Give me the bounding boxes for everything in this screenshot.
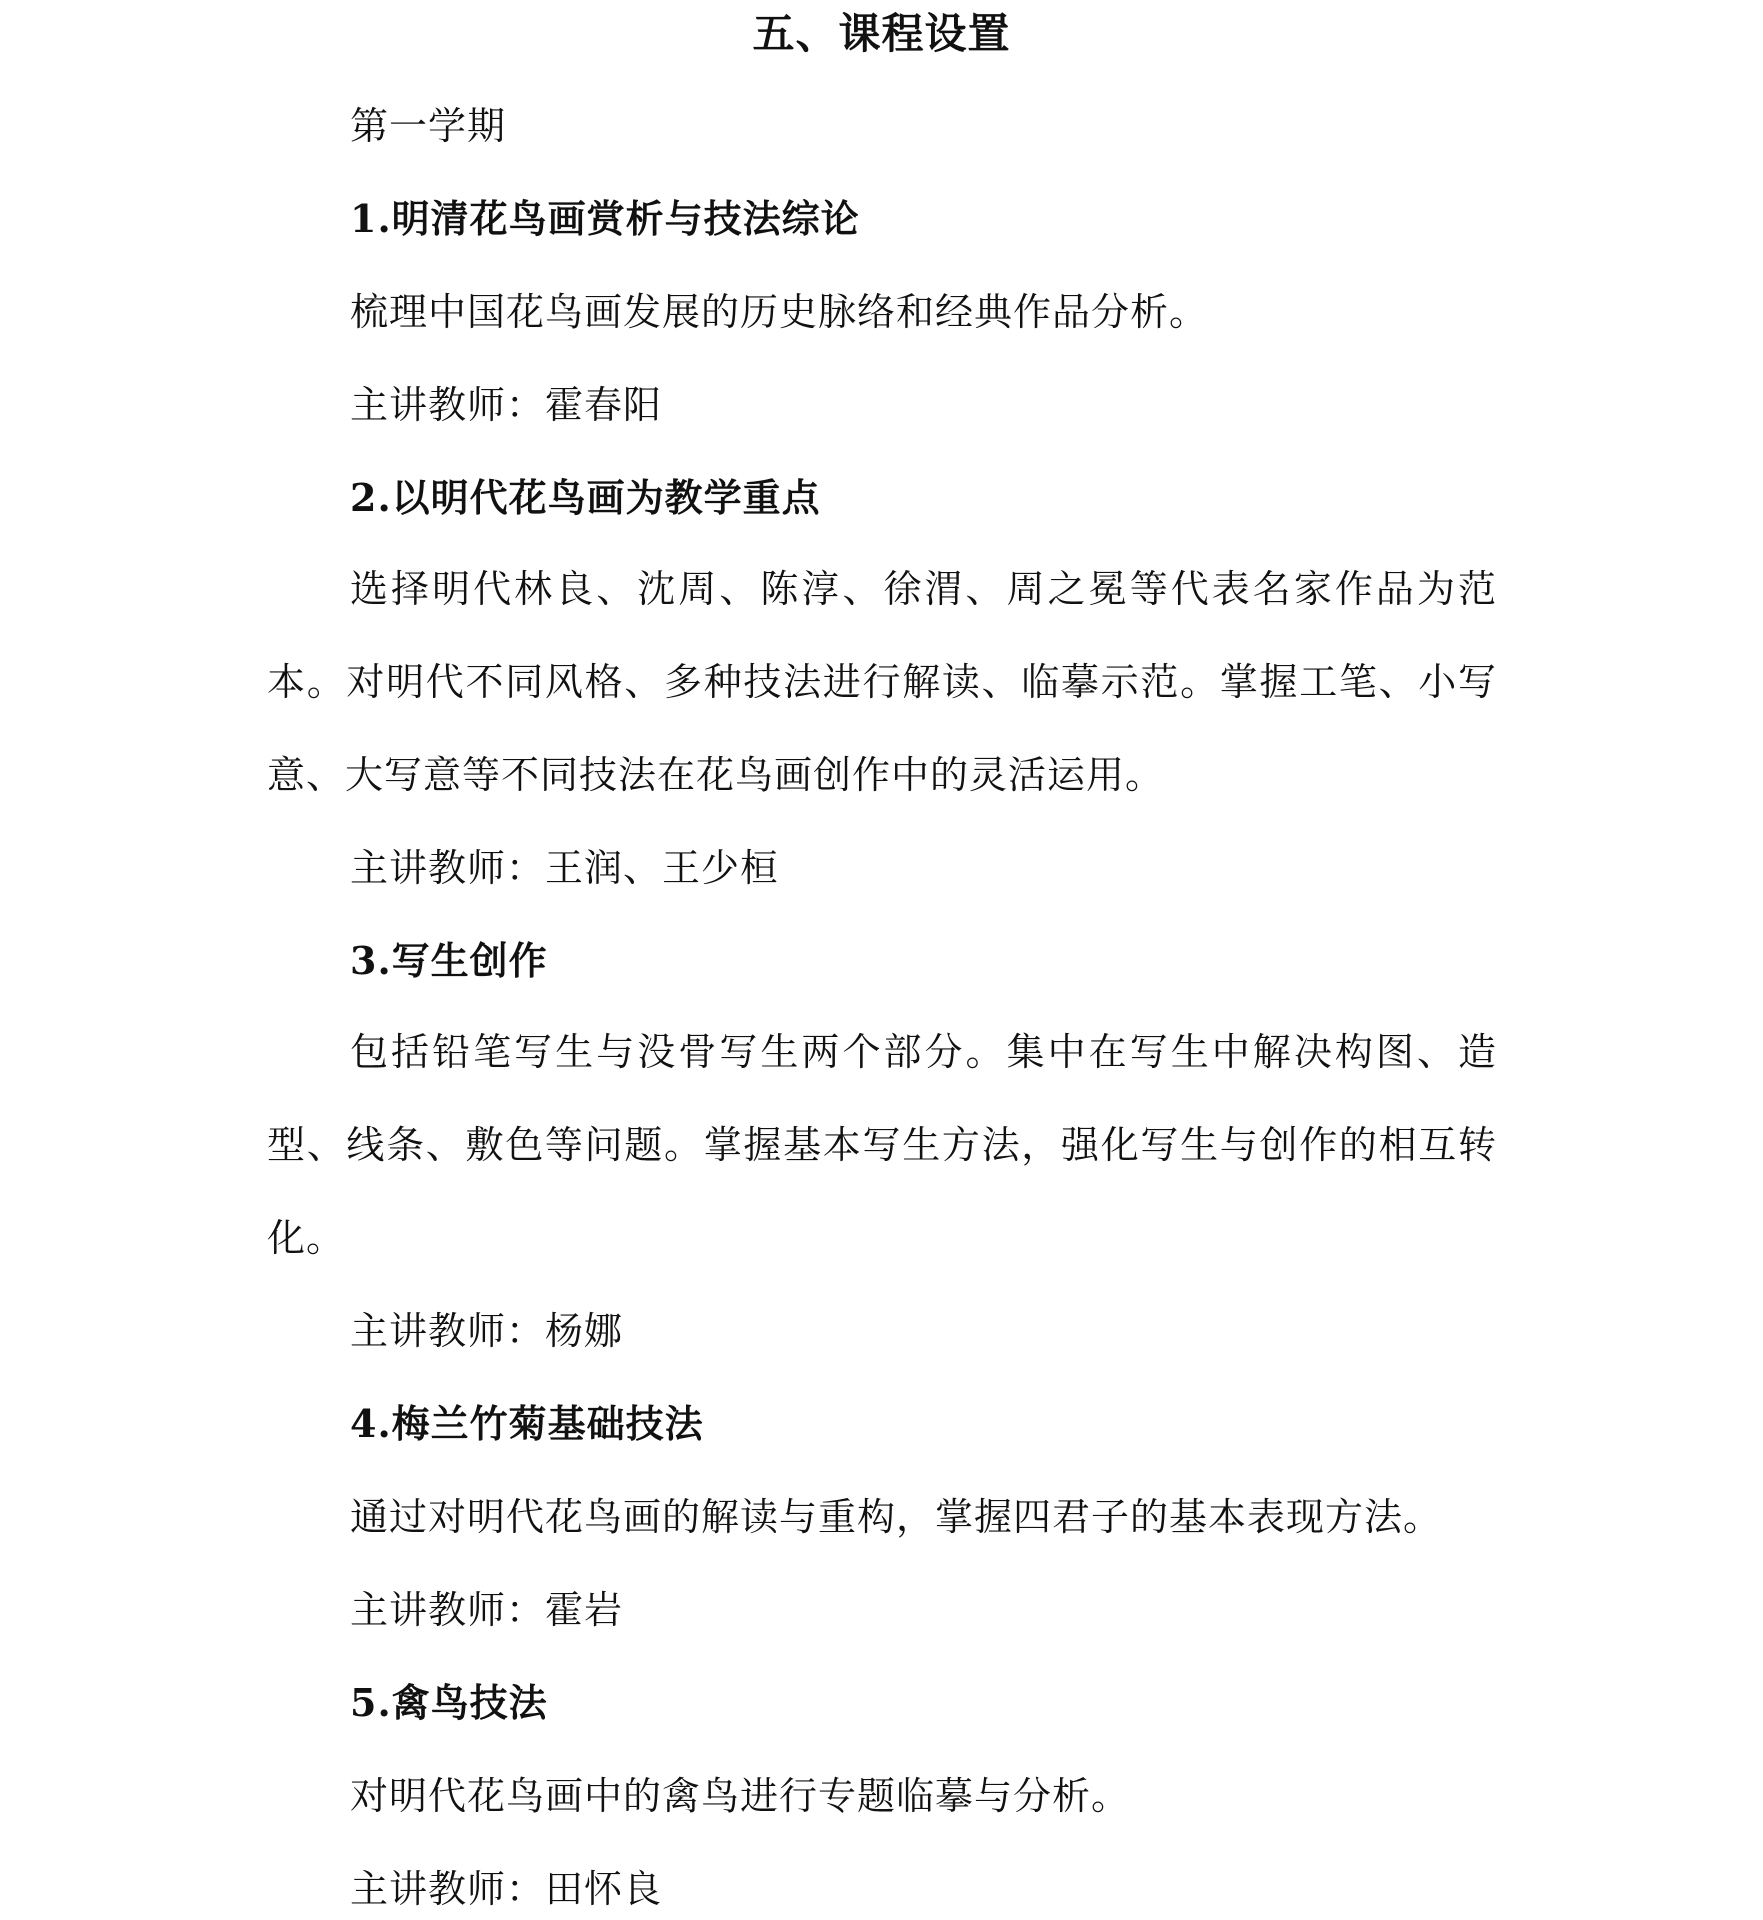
course-description: 通过对明代花鸟画的解读与重构，掌握四君子的基本表现方法。 xyxy=(350,1495,1443,1539)
course-heading: 5.禽鸟技法 xyxy=(350,1680,548,1725)
course-teacher: 主讲教师：田怀良 xyxy=(350,1867,663,1911)
course-teacher: 主讲教师：杨娜 xyxy=(350,1309,624,1353)
course-teacher: 主讲教师：霍春阳 xyxy=(350,383,663,427)
course-description: 对明代花鸟画中的禽鸟进行专题临摹与分析。 xyxy=(350,1774,1131,1818)
section-title: 五、课程设置 xyxy=(752,9,1011,58)
course-description: 包括铅笔写生与没骨写生两个部分。集中在写生中解决构图、造型、线条、敷色等问题。掌握基本写生方法，强化写生与创作的相互转化。 xyxy=(267,1030,1497,1260)
course-description: 梳理中国花鸟画发展的历史脉络和经典作品分析。 xyxy=(350,290,1209,334)
course-teacher: 主讲教师：霍岩 xyxy=(350,1588,624,1632)
course-heading: 3.写生创作 xyxy=(350,938,548,983)
course-heading: 2.以明代花鸟画为教学重点 xyxy=(350,475,821,520)
semester-label: 第一学期 xyxy=(350,104,507,148)
course-heading: 1.明清花鸟画赏析与技法综论 xyxy=(350,196,860,241)
course-description: 选择明代林良、沈周、陈淳、徐渭、周之冕等代表名家作品为范本。对明代不同风格、多种技法进行解读、临摹示范。掌握工笔、小写意、大写意等不同技法在花鸟画创作中的灵活运用。 xyxy=(267,567,1497,797)
course-heading: 4.梅兰竹菊基础技法 xyxy=(350,1401,704,1446)
course-teacher: 主讲教师：王润、王少桓 xyxy=(350,846,780,890)
